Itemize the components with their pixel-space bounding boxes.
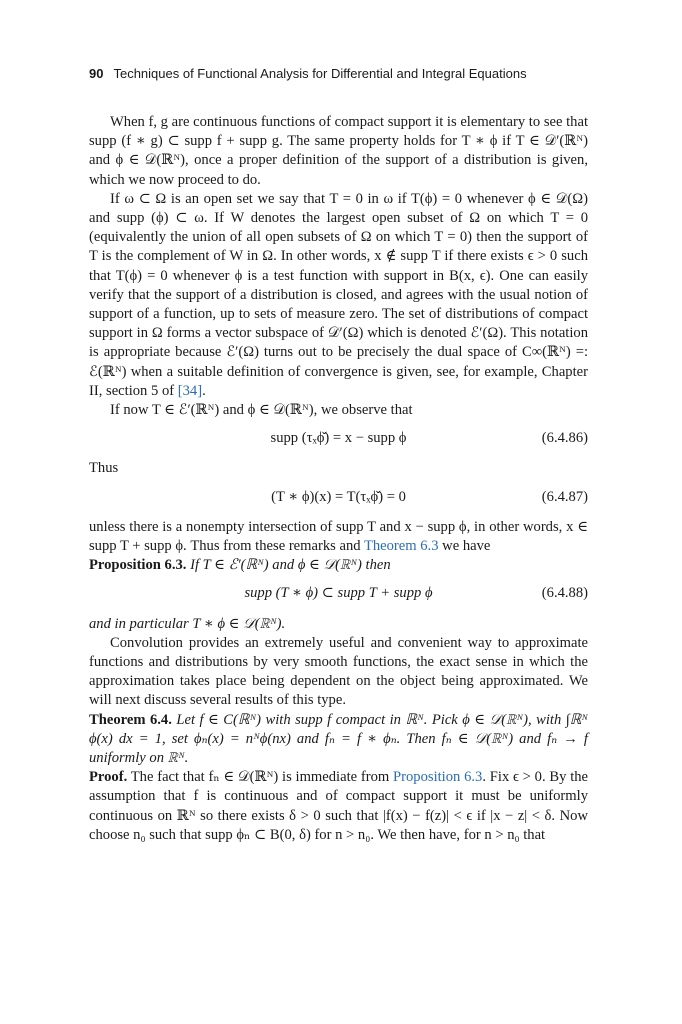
equation-body: supp (T ∗ ϕ) ⊂ supp T + supp ϕ xyxy=(244,585,433,602)
paragraph-unless-text: unless there is a nonempty intersection of supp T and x − supp ϕ, in other words, x ∈ supp T + supp ϕ. Thus from these remarks and xyxy=(89,518,588,555)
paragraph-unless xyxy=(89,518,588,556)
proof-label: Proof. xyxy=(89,769,128,786)
proposition-label: Proposition 6.3. xyxy=(89,557,187,574)
citation-34-link[interactable]: [34] xyxy=(177,382,203,399)
paragraph-support-of-convolution: When f, g are continuous functions of compact support it is elementary to see that supp (f ∗ g) ⊂ supp f + supp g. The same property holds for T ∗ ϕ if T ∈ 𝒟′(ℝᴺ) and ϕ ∈ 𝒟(ℝᴺ), once a proper definition of the support of a distribution is given, which we now proceed to do. xyxy=(89,114,588,188)
running-title: Techniques of Functional Analysis for Differential and Integral Equations xyxy=(113,66,527,81)
equation-number: (6.4.88) xyxy=(541,585,588,602)
theorem-6-3-link[interactable]: Theorem 6.3 xyxy=(363,538,439,555)
paragraph-unless-end: we have xyxy=(438,538,491,555)
paragraph-if-now: If now T ∈ ℰ′(ℝᴺ) and ϕ ∈ 𝒟(ℝᴺ), we observe that xyxy=(110,402,413,419)
paragraph-support-definition-text: If ω ⊂ Ω is an open set we say that T = 0 in ω if T(ϕ) = 0 whenever ϕ ∈ 𝒟(Ω) and supp (ϕ) ⊂ ω. If W denotes the largest open subset of Ω on which T = 0 (equivalently the union of all open subsets of Ω on which T = 0) then the support of T is the complement of W in Ω. In other words, x ∉ supp T if there exists ϵ > 0 such that T(ϕ) = 0 whenever ϕ is a test function with support in B(x, ϵ). One can easily verify that the support of a distribution is closed, and agrees with the usual notion of support of a function, up to sets of measure zero. The set of distributions of compact support in Ω forms a vector subspace of 𝒟′(Ω) which is denoted ℰ′(Ω). This notation is appropriate because ℰ′(Ω) turns out to be precisely the dual space of C∞(ℝᴺ) =: ℰ(ℝᴺ) when a suitable definition of convergence is given, see, for example, Chapter II, section 5 of xyxy=(89,190,588,399)
page-body xyxy=(89,113,588,845)
equation-6-4-86 xyxy=(89,429,588,448)
paragraph-support-definition xyxy=(89,190,588,401)
proof-paragraph xyxy=(89,768,588,845)
equation-number: (6.4.86) xyxy=(541,430,588,447)
paragraph-convolution-approximation: Convolution provides an extremely useful and convenient way to approximate functions and distributions by very smooth functions, the exact sense in which the approximation takes place being dependent on the object being approximated. We will next discuss several results of this type. xyxy=(89,634,588,709)
proposition-statement: If T ∈ ℰ′(ℝᴺ) and ϕ ∈ 𝒟(ℝᴺ) then xyxy=(190,557,391,574)
proof-text-rest: . Fix ϵ > 0. By the assumption that f is continuous and of compact support it must be uniformly continuous on ℝᴺ so there exists δ > 0 such that |f(x) − f(z)| < ϵ if |x − z| < δ. Now choose n₀ such that supp ϕₙ ⊂ B(0, δ) for n > n₀. We then have, for n > n₀ that xyxy=(89,769,589,843)
equation-body: (T ∗ ϕ)(x) = T(τₓϕ̌) = 0 xyxy=(271,488,406,505)
equation-6-4-88 xyxy=(89,584,588,603)
proof-text-start: The fact that fₙ ∈ 𝒟(ℝᴺ) is immediate from xyxy=(130,769,390,786)
running-header xyxy=(89,66,527,81)
equation-body: supp (τₓϕ̌) = x − supp ϕ xyxy=(270,430,407,447)
paragraph-end-period: . xyxy=(202,382,206,399)
thus-label: Thus xyxy=(89,460,119,477)
theorem-label: Theorem 6.4. xyxy=(89,711,172,728)
theorem-6-4 xyxy=(89,711,588,769)
theorem-statement: Let f ∈ C(ℝᴺ) with supp f compact in ℝᴺ. Pick ϕ ∈ 𝒟(ℝᴺ), with ∫ℝᴺ ϕ(x) dx = 1, set ϕₙ(x) = nᴺϕ(nx) and fₙ = f ∗ ϕₙ. Then fₙ ∈ 𝒟(ℝᴺ) and fₙ → f uniformly on ℝᴺ. xyxy=(89,711,588,767)
equation-6-4-87 xyxy=(89,488,588,507)
proposition-conclusion-text: and in particular T ∗ ϕ ∈ 𝒟(ℝᴺ). xyxy=(89,615,286,632)
equation-number: (6.4.87) xyxy=(541,488,588,505)
page-number: 90 xyxy=(89,66,104,81)
proposition-6-3 xyxy=(89,556,588,575)
proposition-conclusion xyxy=(89,615,588,634)
proposition-6-3-link[interactable]: Proposition 6.3 xyxy=(393,769,483,786)
